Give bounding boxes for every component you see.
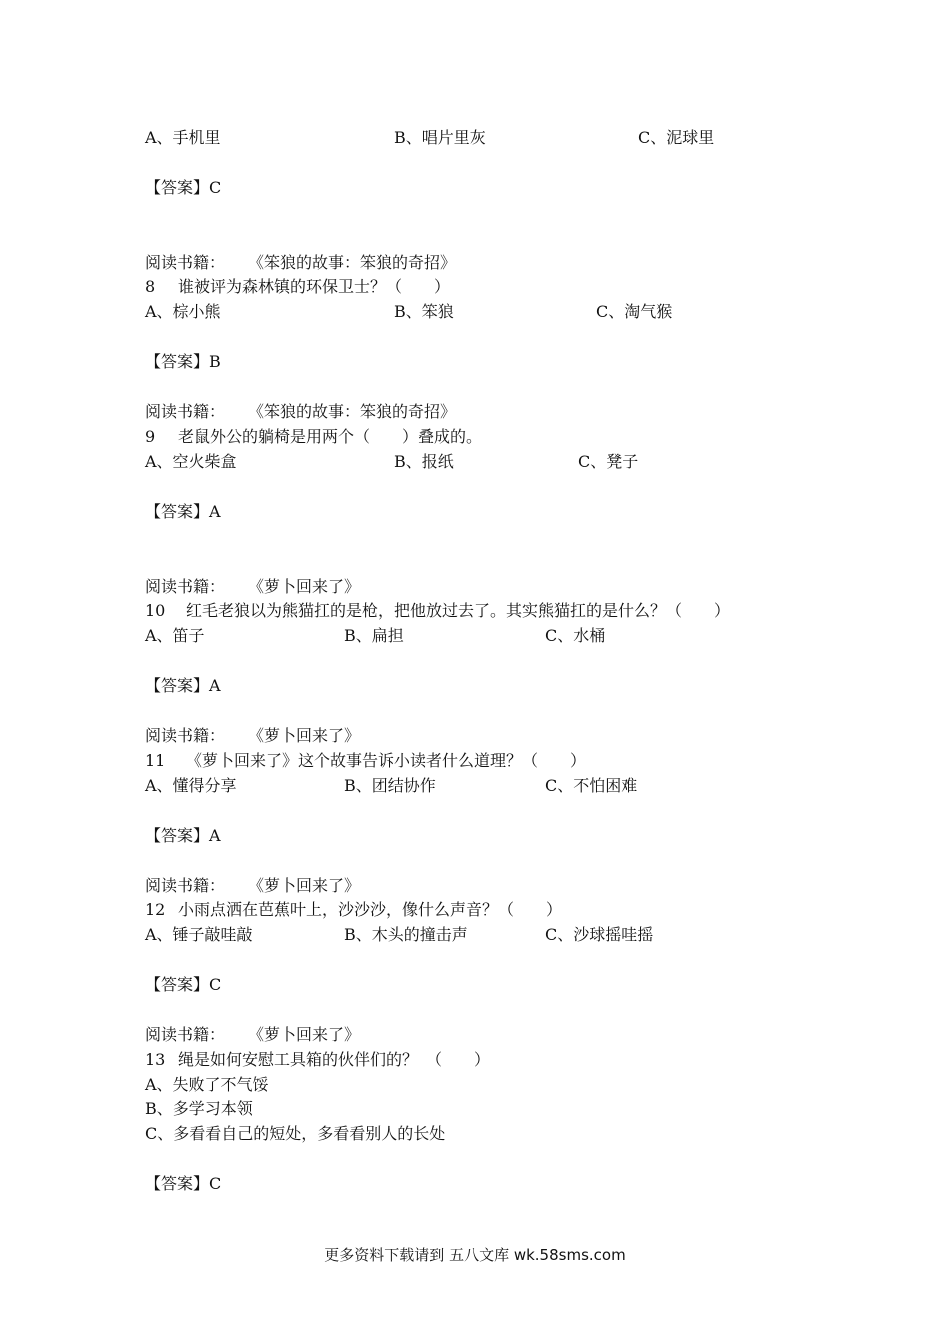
answer: 【答案】C — [145, 1174, 222, 1193]
option-c: C、淘气猴 — [596, 302, 673, 321]
answer: 【答案】A — [145, 502, 221, 521]
option-a: A、笛子 — [145, 626, 205, 645]
book-title: 《笨狼的故事：笨狼的奇招》 — [248, 253, 457, 272]
option-b: B、团结协作 — [344, 776, 436, 795]
answer: 【答案】B — [145, 352, 221, 371]
option-c: C、多看看自己的短处，多看看别人的长处 — [145, 1124, 446, 1143]
question-number: 10 — [145, 601, 166, 620]
question-number: 13 — [145, 1050, 166, 1069]
question-number: 11 — [145, 751, 166, 770]
option-c: C、泥球里 — [638, 128, 715, 147]
option-b: B、唱片里灰 — [394, 128, 486, 147]
book-label: 阅读书籍： — [145, 577, 226, 596]
option-b: B、木头的撞击声 — [344, 925, 468, 944]
book-title: 《萝卜回来了》 — [248, 1025, 361, 1044]
option-c: C、水桶 — [545, 626, 606, 645]
option-b: B、多学习本领 — [145, 1099, 253, 1118]
option-a: A、手机里 — [145, 128, 221, 147]
option-a: A、失败了不气馁 — [145, 1075, 269, 1094]
question-text: 老鼠外公的躺椅是用两个（ ）叠成的。 — [178, 427, 483, 446]
book-label: 阅读书籍： — [145, 402, 226, 421]
answer: 【答案】A — [145, 676, 221, 695]
option-a: A、懂得分享 — [145, 776, 237, 795]
book-label: 阅读书籍： — [145, 726, 226, 745]
question-text: 绳是如何安慰工具箱的伙伴们的？ （ ） — [178, 1050, 491, 1069]
option-b: B、笨狼 — [394, 302, 454, 321]
book-title: 《笨狼的故事：笨狼的奇招》 — [248, 402, 457, 421]
book-title: 《萝卜回来了》 — [248, 726, 361, 745]
answer: 【答案】C — [145, 178, 222, 197]
option-a: A、空火柴盒 — [145, 452, 237, 471]
question-number: 8 — [145, 277, 156, 296]
option-b: B、扁担 — [344, 626, 404, 645]
question-number: 9 — [145, 427, 156, 446]
answer: 【答案】A — [145, 826, 221, 845]
question-text: 红毛老狼以为熊猫扛的是枪，把他放过去了。其实熊猫扛的是什么？（ ） — [186, 601, 731, 620]
option-c: C、不怕困难 — [545, 776, 638, 795]
option-b: B、报纸 — [394, 452, 454, 471]
option-a: A、锤子敲哇敲 — [145, 925, 253, 944]
option-a: A、棕小熊 — [145, 302, 221, 321]
question-text: 《萝卜回来了》这个故事告诉小读者什么道理？（ ） — [186, 751, 587, 770]
option-c: C、凳子 — [578, 452, 639, 471]
question-number: 12 — [145, 900, 166, 919]
book-label: 阅读书籍： — [145, 253, 226, 272]
option-c: C、沙球摇哇摇 — [545, 925, 654, 944]
book-title: 《萝卜回来了》 — [248, 876, 361, 895]
book-title: 《萝卜回来了》 — [248, 577, 361, 596]
question-text: 小雨点洒在芭蕉叶上，沙沙沙，像什么声音？（ ） — [178, 900, 563, 919]
answer: 【答案】C — [145, 975, 222, 994]
footer-link-text[interactable]: 更多资料下载请到 五八文库 wk.58sms.com — [324, 1246, 626, 1264]
book-label: 阅读书籍： — [145, 876, 226, 895]
question-text: 谁被评为森林镇的环保卫士？（ ） — [178, 277, 451, 296]
book-label: 阅读书籍： — [145, 1025, 226, 1044]
